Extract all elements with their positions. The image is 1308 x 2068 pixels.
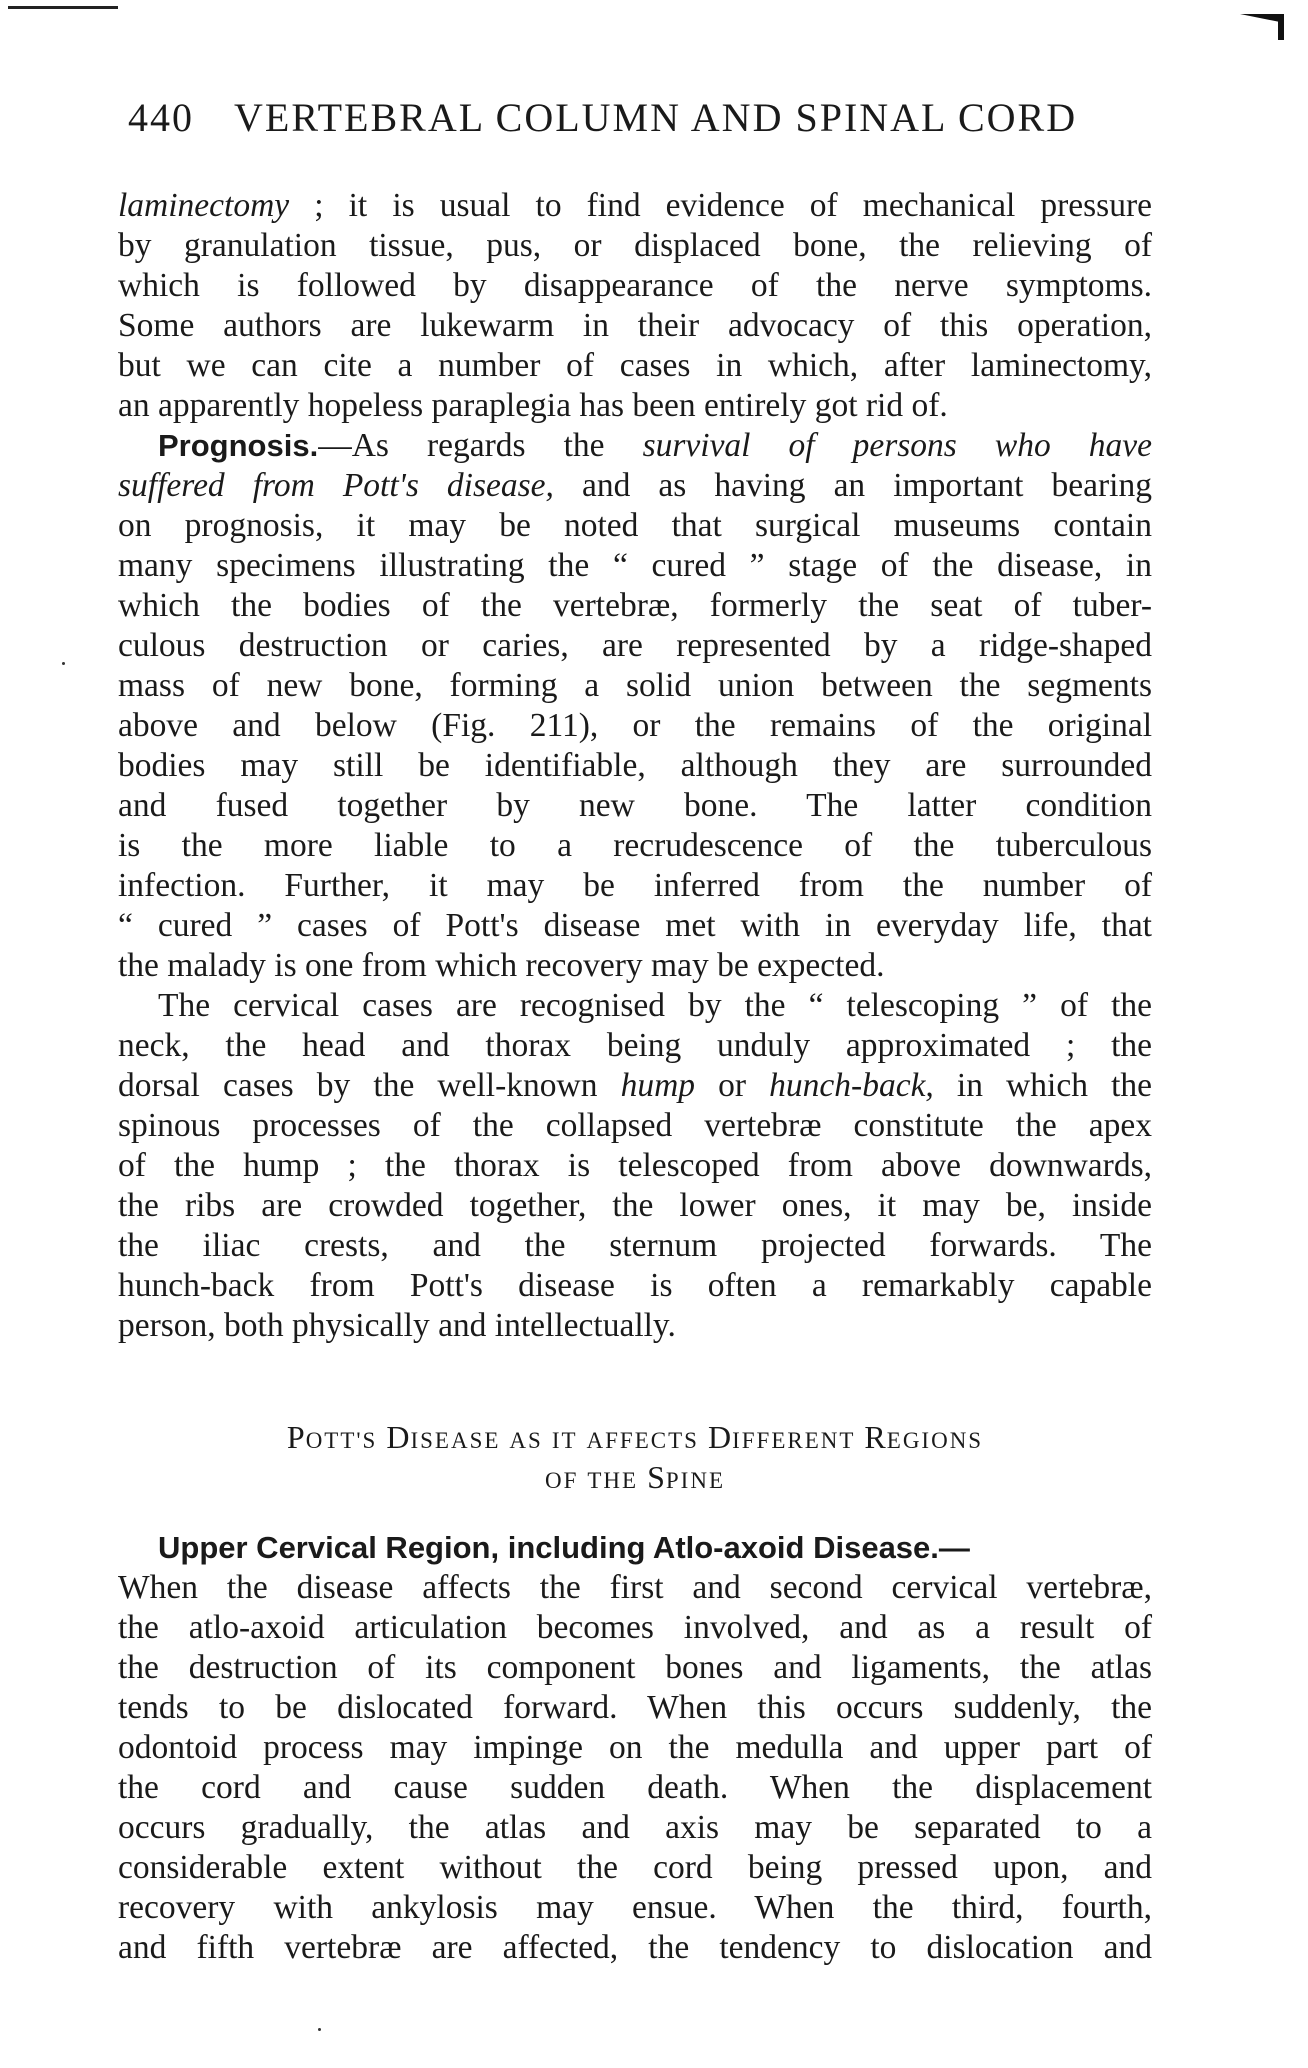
text-line: Prognosis.—As regards the survival of persons who have [158, 427, 1153, 464]
section-heading-line-1: POTT'S DISEASE AS IT AFFECTS DIFFERENT REGIONS [286, 1419, 984, 1455]
text-line: above and below (Fig. 211), or the remains of the original [118, 707, 1152, 744]
page-number: 440 [128, 95, 194, 140]
italic-term: laminectomy [118, 187, 290, 224]
text-line: laminectomy ; it is usual to find evidence of mechanical pressure [118, 187, 1152, 224]
text-line: the malady is one from which recovery may be expected. [118, 947, 885, 984]
text-line: which the bodies of the vertebræ, formerly the seat of tuber- [118, 587, 1152, 624]
running-title: VERTEBRAL COLUMN AND SPINAL CORD [234, 95, 1078, 140]
text-line: and fifth vertebræ are affected, the tendency to dislocation and [118, 1929, 1152, 1966]
text-line: odontoid process may impinge on the medulla and upper part of [118, 1729, 1152, 1766]
text-line: considerable extent without the cord being pressed upon, and [118, 1849, 1152, 1886]
text-line: suffered from Pott's disease, and as having an important bearing [118, 467, 1152, 504]
text-line: on prognosis, it may be noted that surgical museums contain [118, 507, 1152, 544]
text-line: The cervical cases are recognised by the “ telescoping ” of the [158, 987, 1152, 1024]
text-line: tends to be dislocated forward. When this occurs suddenly, the [118, 1689, 1152, 1726]
margin-speck [62, 662, 65, 665]
text-line: spinous processes of the collapsed vertebræ constitute the apex [118, 1107, 1152, 1144]
scan-edge-mark [8, 6, 118, 9]
text-line: the cord and cause sudden death. When the displacement [118, 1769, 1152, 1806]
text-line: the atlo-axoid articulation becomes involved, and as a result of [118, 1609, 1152, 1646]
scan-corner-mark [1240, 14, 1280, 22]
text-line: mass of new bone, forming a solid union between the segments [118, 667, 1152, 704]
text-line: which is followed by disappearance of the nerve symptoms. [118, 267, 1152, 304]
text-line: the ribs are crowded together, the lower ones, it may be, inside [118, 1187, 1152, 1224]
running-head [128, 94, 1138, 141]
text-line: the destruction of its component bones and ligaments, the atlas [118, 1649, 1152, 1686]
text-line: many specimens illustrating the “ cured ” stage of the disease, in [118, 547, 1152, 584]
text-line: but we can cite a number of cases in which, after laminectomy, [118, 347, 1152, 384]
text-line: an apparently hopeless paraplegia has been entirely got rid of. [118, 387, 948, 424]
run-in-heading-upper-cervical: Upper Cervical Region, including Atlo-axoid Disease.— [158, 1530, 970, 1565]
text-line: hunch-back from Pott's disease is often a remarkably capable [118, 1267, 1152, 1304]
scan-corner-mark-bar [1278, 14, 1284, 40]
text-line: culous destruction or caries, are represented by a ridge-shaped [118, 627, 1152, 664]
text-line [118, 1528, 1152, 1568]
text-line: of the hump ; the thorax is telescoped from above downwards, [118, 1147, 1152, 1184]
text-line: recovery with ankylosis may ensue. When the third, fourth, [118, 1889, 1152, 1926]
text-line: dorsal cases by the well-known hump or hunch-back, in which the [118, 1067, 1153, 1104]
text-line: is the more liable to a recrudescence of the tuberculous [118, 827, 1152, 864]
text-line: by granulation tissue, pus, or displaced bone, the relieving of [118, 227, 1152, 264]
text-line: occurs gradually, the atlas and axis may be separated to a [118, 1809, 1152, 1846]
text-line: person, both physically and intellectually. [118, 1307, 676, 1344]
text-line: the iliac crests, and the sternum projected forwards. The [118, 1227, 1152, 1264]
text-line: bodies may still be identifiable, although they are surrounded [118, 747, 1152, 784]
text-line: infection. Further, it may be inferred from the number of [118, 867, 1152, 904]
margin-speck [318, 2028, 321, 2031]
text-line: When the disease affects the first and second cervical vertebræ, [118, 1569, 1152, 1606]
body-text [118, 186, 1152, 1968]
section-heading-line-2: OF THE SPINE [544, 1459, 726, 1495]
text-line: “ cured ” cases of Pott's disease met with in everyday life, that [118, 907, 1152, 944]
text-line: and fused together by new bone. The latter condition [118, 787, 1152, 824]
text-line: Some authors are lukewarm in their advocacy of this operation, [118, 307, 1152, 344]
run-in-heading-prognosis: Prognosis. [158, 428, 319, 463]
text-line: neck, the head and thorax being unduly approximated ; the [118, 1027, 1152, 1064]
